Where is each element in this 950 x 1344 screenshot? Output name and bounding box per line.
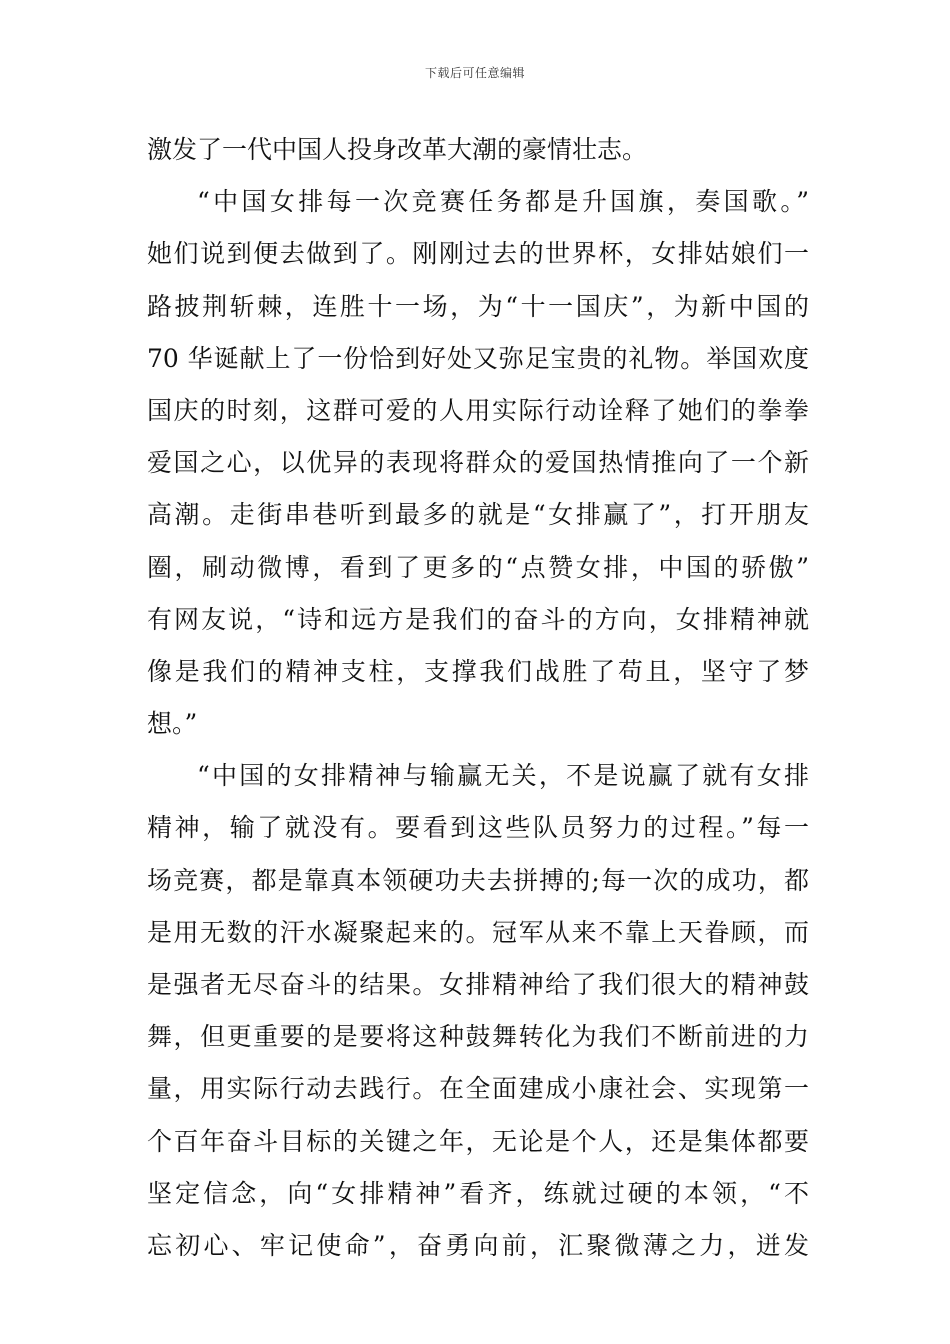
page-header: 下载后可任意编辑	[424, 66, 525, 80]
text-line: 有网友说，“诗和远方是我们的奋斗的方向，女排精神就	[147, 604, 809, 634]
body-text	[147, 124, 809, 1272]
text-line: 场竞赛，都是靠真本领硬功夫去拼搏的;每一次的成功，都	[147, 865, 809, 895]
text-line: 爱国之心，以优异的表现将群众的爱国热情推向了一个新	[147, 448, 809, 478]
text-line: 像是我们的精神支柱，支撑我们战胜了苟且，坚守了梦	[147, 656, 809, 686]
text-line: 70 华诞献上了一份恰到好处又弥足宝贵的礼物。举国欢度	[147, 343, 809, 373]
text-line: 是用无数的汗水凝聚起来的。冠军从来不靠上天眷顾，而	[147, 917, 809, 947]
text-line: 路披荆斩棘，连胜十一场，为“十一国庆”，为新中国的	[147, 291, 809, 321]
text-line: “中国女排每一次竞赛任务都是升国旗，奏国歌。”	[197, 187, 809, 217]
text-line: 舞，但更重要的是要将这种鼓舞转化为我们不断前进的力	[147, 1022, 809, 1052]
text-line: 量，用实际行动去践行。在全面建成小康社会、实现第一	[147, 1074, 809, 1104]
text-line: 高潮。走街串巷听到最多的就是“女排赢了”，打开朋友	[147, 500, 809, 530]
text-line: 精神，输了就没有。要看到这些队员努力的过程。”每一	[147, 813, 809, 843]
text-line: 她们说到便去做到了。刚刚过去的世界杯，女排姑娘们一	[147, 239, 809, 269]
text-line: 个百年奋斗目标的关键之年，无论是个人，还是集体都要	[147, 1126, 809, 1156]
text-line: 想。”	[147, 709, 198, 739]
text-line: “中国的女排精神与输赢无关，不是说赢了就有女排	[197, 761, 809, 791]
text-line: 国庆的时刻，这群可爱的人用实际行动诠释了她们的拳拳	[147, 395, 809, 425]
text-line: 忘初心、牢记使命”，奋勇向前，汇聚微薄之力，迸发	[147, 1230, 809, 1260]
text-line: 坚定信念，向“女排精神”看齐，练就过硬的本领，“不	[147, 1178, 809, 1208]
text-line: 激发了一代中国人投身改革大潮的豪情壮志。	[147, 135, 648, 164]
text-line: 是强者无尽奋斗的结果。女排精神给了我们很大的精神鼓	[147, 970, 809, 999]
text-line: 圈，刷动微博，看到了更多的“点赞女排，中国的骄傲”	[147, 552, 809, 582]
